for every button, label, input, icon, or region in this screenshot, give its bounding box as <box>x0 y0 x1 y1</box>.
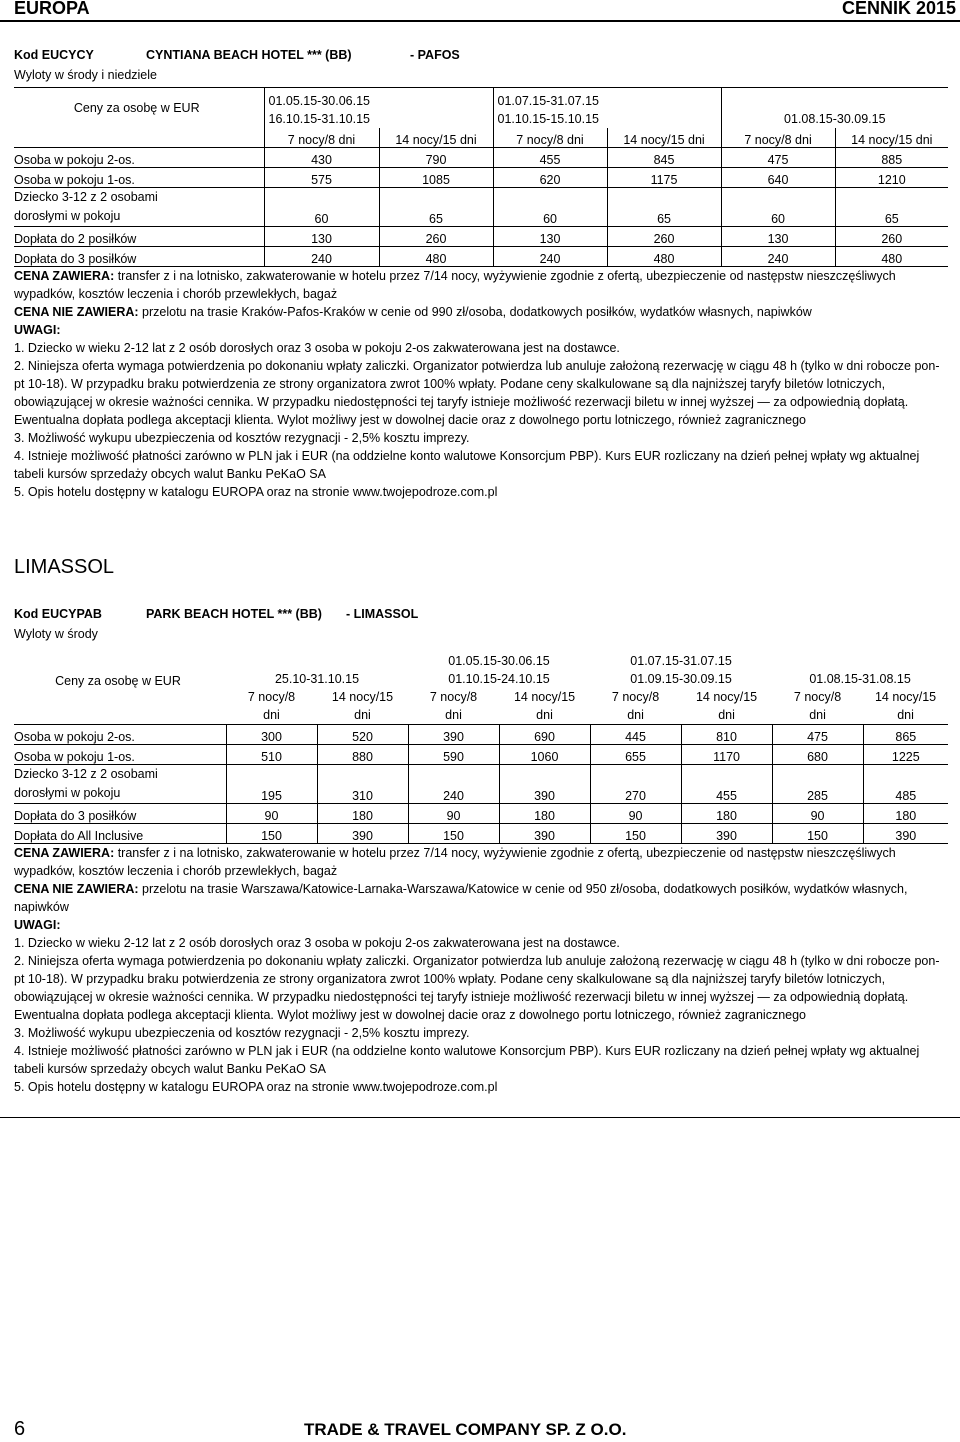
page-footer <box>0 1418 960 1442</box>
duration-line-1: 14 nocy/15 <box>695 690 758 704</box>
price-cell: 130 <box>264 227 379 247</box>
note-item: 5. Opis hotelu dostępny w katalogu EUROPA oraz na stronie www.twojepodroze.com.pl <box>14 1080 498 1094</box>
limassol-price-table <box>14 648 948 844</box>
period-1-line-2: 25.10-31.10.15 <box>274 672 360 686</box>
row-label: Dopłata do 3 posiłków <box>14 804 226 824</box>
offer-code: Kod EUCYPAB <box>14 607 102 621</box>
includes-label: CENA ZAWIERA: <box>14 846 115 860</box>
price-cell: 240 <box>721 247 835 267</box>
price-cell: 60 <box>493 188 607 227</box>
flight-days: Wyloty w środy <box>14 627 98 641</box>
price-cell: 1085 <box>379 168 493 188</box>
duration <box>226 688 317 725</box>
price-cell: 1060 <box>499 745 590 765</box>
duration-label <box>14 128 264 148</box>
period-3-line-1 <box>726 92 945 110</box>
period-2 <box>493 88 721 129</box>
row-label-line-2: dorosłymi w pokoju <box>14 209 121 223</box>
table-row <box>14 188 948 227</box>
section-divider <box>0 1117 960 1118</box>
price-cell: 90 <box>772 804 863 824</box>
page-header <box>0 0 960 22</box>
price-cell: 60 <box>721 188 835 227</box>
period-4-line-2: 01.08.15-31.08.15 <box>809 672 911 686</box>
duration-line-2: dni <box>627 708 644 722</box>
row-label: Dopłata do 3 posiłków <box>14 247 264 267</box>
hotel-city: - PAFOS <box>410 48 460 62</box>
period-2-line-2: 01.10.15-24.10.15 <box>448 672 550 686</box>
price-cell: 480 <box>835 247 948 267</box>
duration-line-2: dni <box>809 708 826 722</box>
hotel-city: - LIMASSOL <box>346 607 419 621</box>
pafos-price-table <box>14 87 948 267</box>
price-cell: 885 <box>835 148 948 168</box>
price-cell: 240 <box>264 247 379 267</box>
period-1 <box>264 88 493 129</box>
price-cell: 90 <box>226 804 317 824</box>
price-cell: 790 <box>379 148 493 168</box>
price-cell: 390 <box>317 824 408 844</box>
offer-code: Kod EUCYCY <box>14 48 94 62</box>
table-row <box>14 168 948 188</box>
price-list-title: CENNIK 2015 <box>841 0 956 18</box>
price-cell: 130 <box>721 227 835 247</box>
table-row <box>14 804 948 824</box>
includes-text: transfer z i na lotnisko, zakwaterowanie w hotelu przez 7/14 nocy, wyżywienie zgodnie z ofertą, ubezpieczenie od następstw nieszczęśliwych wypadków, kosztów leczenia i chorób przewlekłych, bagaż <box>14 846 896 878</box>
price-cell: 150 <box>226 824 317 844</box>
price-cell: 270 <box>590 765 681 804</box>
price-cell: 60 <box>264 188 379 227</box>
price-cell: 390 <box>863 824 948 844</box>
price-cell: 150 <box>772 824 863 844</box>
price-cell: 430 <box>264 148 379 168</box>
pafos-section <box>14 45 948 501</box>
period-row <box>14 648 948 688</box>
duration-line-2: dni <box>445 708 462 722</box>
note-item: 2. Niniejsza oferta wymaga potwierdzenia po dokonaniu wpłaty zaliczki. Organizator potwierdza lub anuluje założoną rezerwację w ciągu 48 h (tylko w dni robocze pon-pt 10-18). W przypadku braku potwierdzenia ze strony organizatora zwrot 100% wpłaty. Podane ceny skalkulowane są dla najniższej taryfy biletów lotniczych, obowiązującej w okresie ważności cennika. W przypadku niedostępności tej taryfy istnieje możliwość rezerwacji biletu w innej wyższej — za odpowiednią dopłatą. Ewentualna dopłata podlega akceptacji klienta. Wylot możliwy jest w dowolnej dacie oraz z dowolnego portu lotniczego, również zagranicznego <box>14 359 940 427</box>
price-cell: 575 <box>264 168 379 188</box>
price-cell: 1225 <box>863 745 948 765</box>
catalog-title: EUROPA <box>14 0 90 18</box>
period-1-line-2: 16.10.15-31.10.15 <box>268 112 370 126</box>
period-3 <box>590 648 772 688</box>
row-label-line-1: Dziecko 3-12 z 2 osobami <box>14 190 158 204</box>
price-cell: 475 <box>721 148 835 168</box>
period-1 <box>226 648 408 688</box>
price-cell: 195 <box>226 765 317 804</box>
note-item: 4. Istnieje możliwość płatności zarówno w PLN jak i EUR (na oddzielne konto walutowe Konsorcjum PBP). Kurs EUR rozliczany na dzień pełnej wpłaty wg aktualnej tabeli kursów sprzedaży obcych walut Banku PeKaO SA <box>14 1044 920 1076</box>
price-cell: 880 <box>317 745 408 765</box>
duration-line-1: 14 nocy/15 <box>874 690 937 704</box>
note-item: 1. Dziecko w wieku 2-12 lat z 2 osób dorosłych oraz 3 osoba w pokoju 2-os zakwaterowana jest na dostawce. <box>14 936 620 950</box>
price-cell: 445 <box>590 725 681 745</box>
company-name: TRADE & TRAVEL COMPANY SP. Z O.O. <box>304 1420 627 1439</box>
price-cell: 260 <box>835 227 948 247</box>
price-cell: 485 <box>863 765 948 804</box>
price-cell: 180 <box>499 804 590 824</box>
duration <box>408 688 499 725</box>
limassol-hotel-header <box>14 604 948 624</box>
price-cell: 620 <box>493 168 607 188</box>
table-row <box>14 765 948 804</box>
duration <box>317 688 408 725</box>
duration-line-1: 7 nocy/8 <box>429 690 478 704</box>
duration-line-1: 7 nocy/8 <box>611 690 660 704</box>
price-cell: 180 <box>317 804 408 824</box>
price-cell: 240 <box>408 765 499 804</box>
period-3-line-1: 01.07.15-31.07.15 <box>630 654 732 668</box>
price-cell: 150 <box>408 824 499 844</box>
row-label: Osoba w pokoju 2-os. <box>14 725 226 745</box>
duration: 14 nocy/15 dni <box>607 128 721 148</box>
period-1-line-1 <box>230 652 404 670</box>
period-1-line-1: 01.05.15-30.06.15 <box>268 94 370 108</box>
price-label: Ceny za osobę w EUR <box>14 88 264 129</box>
note-item: 3. Możliwość wykupu ubezpieczenia od kosztów rezygnacji - 2,5% kosztu imprezy. <box>14 431 470 445</box>
duration-line-2: dni <box>536 708 553 722</box>
price-cell: 260 <box>607 227 721 247</box>
duration: 7 nocy/8 dni <box>721 128 835 148</box>
excludes-paragraph <box>14 303 948 321</box>
includes-text: transfer z i na lotnisko, zakwaterowanie w hotelu przez 7/14 nocy, wyżywienie zgodnie z ofertą, ubezpieczenie od następstw nieszczęśliwych wypadków, kosztów leczenia i chorób przewlekłych, bagaż <box>14 269 896 301</box>
price-cell: 1175 <box>607 168 721 188</box>
duration-line-2: dni <box>263 708 280 722</box>
table-row <box>14 725 948 745</box>
row-label: Osoba w pokoju 1-os. <box>14 745 226 765</box>
price-cell: 150 <box>590 824 681 844</box>
excludes-text: przelotu na trasie Warszawa/Katowice-Larnaka-Warszawa/Katowice w cenie od 950 zł/osoba, dodatkowych posiłków, wydatków własnych, napiwków <box>14 882 908 914</box>
flight-days: Wyloty w środy i niedziele <box>14 68 157 82</box>
row-label <box>14 188 264 227</box>
note-item: 1. Dziecko w wieku 2-12 lat z 2 osób dorosłych oraz 3 osoba w pokoju 2-os zakwaterowana jest na dostawce. <box>14 341 620 355</box>
price-cell: 1170 <box>681 745 772 765</box>
note-item: 2. Niniejsza oferta wymaga potwierdzenia po dokonaniu wpłaty zaliczki. Organizator potwierdza lub anuluje założoną rezerwację w ciągu 48 h (tylko w dni robocze pon-pt 10-18). W przypadku braku potwierdzenia ze strony organizatora zwrot 100% wpłaty. Podane ceny skalkulowane są dla najniższej taryfy biletów lotniczych, obowiązującej w okresie ważności cennika. W przypadku niedostępności tej taryfy istnieje możliwość rezerwacji biletu w innej wyższej — za odpowiednią dopłatą. Ewentualna dopłata podlega akceptacji klienta. Wylot możliwy jest w dowolnej dacie oraz z dowolnego portu lotniczego, również zagranicznego <box>14 954 940 1022</box>
duration-line-1: 14 nocy/15 <box>513 690 576 704</box>
table-row <box>14 227 948 247</box>
price-cell: 240 <box>493 247 607 267</box>
duration-row <box>14 688 948 725</box>
pafos-hotel-header <box>14 45 948 65</box>
duration <box>772 688 863 725</box>
pafos-notes <box>14 267 948 501</box>
price-cell: 260 <box>379 227 493 247</box>
limassol-notes <box>14 844 948 1096</box>
region-title: LIMASSOL <box>14 556 115 578</box>
price-cell: 480 <box>607 247 721 267</box>
duration-row <box>14 128 948 148</box>
price-cell: 180 <box>681 804 772 824</box>
price-cell: 680 <box>772 745 863 765</box>
row-label <box>14 765 226 804</box>
limassol-section <box>14 556 948 1096</box>
duration-line-2: dni <box>354 708 371 722</box>
price-cell: 285 <box>772 765 863 804</box>
row-label: Dopłata do All Inclusive <box>14 824 226 844</box>
price-cell: 390 <box>499 824 590 844</box>
page-number: 6 <box>14 1418 26 1440</box>
price-cell: 590 <box>408 745 499 765</box>
period-3-line-2: 01.09.15-30.09.15 <box>630 672 732 686</box>
price-cell: 310 <box>317 765 408 804</box>
excludes-text: przelotu na trasie Kraków-Pafos-Kraków w cenie od 990 zł/osoba, dodatkowych posiłków, wydatków własnych, napiwków <box>138 305 812 319</box>
price-cell: 455 <box>681 765 772 804</box>
period-4-line-1 <box>776 652 944 670</box>
price-cell: 520 <box>317 725 408 745</box>
duration <box>863 688 948 725</box>
duration <box>681 688 772 725</box>
duration <box>499 688 590 725</box>
duration <box>590 688 681 725</box>
excludes-paragraph <box>14 880 948 916</box>
note-item: 4. Istnieje możliwość płatności zarówno w PLN jak i EUR (na oddzielne konto walutowe Konsorcjum PBP). Kurs EUR rozliczany na dzień pełnej wpłaty wg aktualnej tabeli kursów sprzedaży obcych walut Banku PeKaO SA <box>14 449 920 481</box>
excludes-label: CENA NIE ZAWIERA: <box>14 305 139 319</box>
price-cell: 390 <box>408 725 499 745</box>
price-cell: 510 <box>226 745 317 765</box>
price-cell: 810 <box>681 725 772 745</box>
price-cell: 390 <box>499 765 590 804</box>
price-cell: 1210 <box>835 168 948 188</box>
duration: 14 nocy/15 dni <box>379 128 493 148</box>
price-cell: 480 <box>379 247 493 267</box>
duration-label <box>14 688 226 725</box>
period-2-line-1: 01.05.15-30.06.15 <box>448 654 550 668</box>
price-label: Ceny za osobę w EUR <box>55 674 181 688</box>
price-cell: 130 <box>493 227 607 247</box>
period-2 <box>408 648 590 688</box>
price-cell: 180 <box>863 804 948 824</box>
includes-paragraph <box>14 844 948 880</box>
price-cell: 690 <box>499 725 590 745</box>
duration: 7 nocy/8 dni <box>264 128 379 148</box>
row-label-line-1: Dziecko 3-12 z 2 osobami <box>14 767 158 781</box>
duration: 7 nocy/8 dni <box>493 128 607 148</box>
table-row <box>14 824 948 844</box>
period-3 <box>721 88 948 129</box>
period-3-line-2: 01.08.15-30.09.15 <box>784 112 886 126</box>
duration-line-1: 14 nocy/15 <box>331 690 394 704</box>
duration: 14 nocy/15 dni <box>835 128 948 148</box>
table-row <box>14 247 948 267</box>
note-item: 3. Możliwość wykupu ubezpieczenia od kosztów rezygnacji - 2,5% kosztu imprezy. <box>14 1026 470 1040</box>
row-label-line-2: dorosłymi w pokoju <box>14 786 121 800</box>
price-cell: 65 <box>835 188 948 227</box>
price-cell: 640 <box>721 168 835 188</box>
table-row <box>14 745 948 765</box>
duration-line-1: 7 nocy/8 <box>793 690 842 704</box>
includes-paragraph <box>14 267 948 303</box>
price-cell: 90 <box>408 804 499 824</box>
price-cell: 300 <box>226 725 317 745</box>
notes-label: UWAGI: <box>14 323 61 337</box>
row-label: Osoba w pokoju 1-os. <box>14 168 264 188</box>
hotel-name: PARK BEACH HOTEL *** (BB) <box>146 607 322 621</box>
notes-label: UWAGI: <box>14 918 61 932</box>
row-label: Dopłata do 2 posiłków <box>14 227 264 247</box>
price-cell: 455 <box>493 148 607 168</box>
hotel-name: CYNTIANA BEACH HOTEL *** (BB) <box>146 48 352 62</box>
price-cell: 90 <box>590 804 681 824</box>
price-cell: 65 <box>379 188 493 227</box>
period-2-line-1: 01.07.15-31.07.15 <box>497 94 599 108</box>
price-cell: 655 <box>590 745 681 765</box>
row-label: Osoba w pokoju 2-os. <box>14 148 264 168</box>
price-cell: 475 <box>772 725 863 745</box>
duration-line-2: dni <box>718 708 735 722</box>
duration-line-2: dni <box>897 708 914 722</box>
price-cell: 390 <box>681 824 772 844</box>
duration-line-1: 7 nocy/8 <box>247 690 296 704</box>
excludes-label: CENA NIE ZAWIERA: <box>14 882 139 896</box>
includes-label: CENA ZAWIERA: <box>14 269 115 283</box>
price-cell: 65 <box>607 188 721 227</box>
table-row <box>14 148 948 168</box>
note-item: 5. Opis hotelu dostępny w katalogu EUROPA oraz na stronie www.twojepodroze.com.pl <box>14 485 498 499</box>
price-cell: 865 <box>863 725 948 745</box>
period-2-line-2: 01.10.15-15.10.15 <box>497 112 599 126</box>
period-row <box>14 88 948 129</box>
price-cell: 845 <box>607 148 721 168</box>
period-4 <box>772 648 948 688</box>
